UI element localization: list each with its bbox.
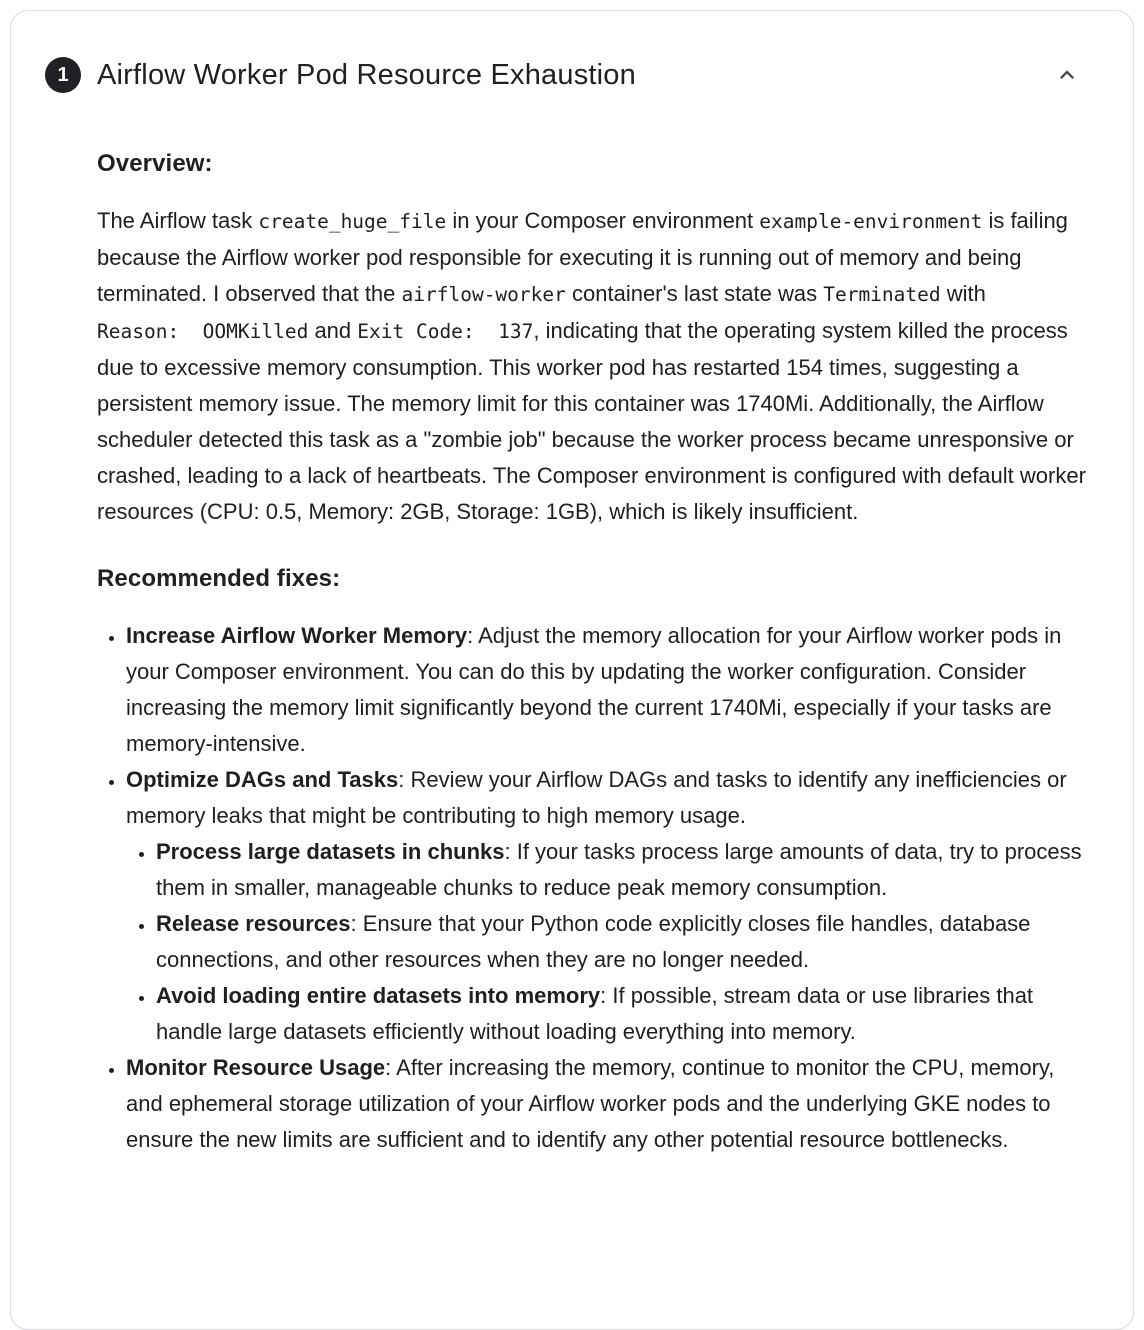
bold-text: Process large datasets in chunks	[156, 839, 505, 864]
collapse-button[interactable]	[1047, 55, 1087, 95]
text-run: with	[940, 281, 986, 306]
list-item	[126, 1050, 1097, 1158]
nested-list	[126, 834, 1097, 1050]
list-item	[156, 834, 1097, 906]
text-run: : After increasing the memory, continue to monitor the CPU, memory, and ephemeral storage utilization of your Airflow worker pods and the underlying GKE nodes to ensure the new limits are sufficient and to identify any other potential resource bottlenecks.	[126, 1055, 1055, 1152]
issue-number-badge: 1	[45, 57, 81, 93]
text-run: , indicating that the operating system killed the process due to excessive memory consumption. This worker pod has restarted 154 times, suggesting a persistent memory issue. The memory limit for this container was 1740Mi. Additionally, the Airflow scheduler detected this task as a "zombie job" because the worker process became unresponsive or crashed, leading to a lack of heartbeats. The Composer environment is configured with default worker resources (CPU: 0.5, Memory: 2GB, Storage: 1GB), which is likely insufficient.	[97, 318, 1086, 524]
list-item	[156, 906, 1097, 978]
text-run: is failing because the Airflow worker pod responsible for executing it is running out of memory and being terminated. I observed that the	[97, 208, 1068, 306]
text-run: : Adjust the memory allocation for your Airflow worker pods in your Composer environment. You can do this by updating the worker configuration. Consider increasing the memory limit significantly beyond the current 1740Mi, especially if your tasks are memory-intensive.	[126, 623, 1062, 756]
inline-code: Exit Code: 137	[357, 320, 534, 343]
text-run: The Airflow task	[97, 208, 259, 233]
issue-title: Airflow Worker Pod Resource Exhaustion	[97, 59, 636, 91]
overview-heading: Overview:	[97, 150, 213, 177]
bold-text: Avoid loading entire datasets into memory	[156, 983, 601, 1008]
bold-text: Optimize DAGs and Tasks	[126, 767, 399, 792]
inline-code: Reason: OOMKilled	[97, 320, 309, 343]
inline-code: create_huge_file	[258, 210, 447, 233]
text-run: container's last state was	[565, 281, 824, 306]
issue-card-header	[11, 11, 1133, 95]
overview-paragraph	[97, 203, 1097, 530]
text-run: : Review your Airflow DAGs and tasks to identify any inefficiencies or memory leaks that might be contributing to high memory usage.	[126, 767, 1067, 828]
text-run: and	[308, 318, 358, 343]
list-item	[126, 618, 1097, 762]
inline-code: airflow-worker	[401, 283, 566, 306]
list-item	[156, 978, 1097, 1050]
bold-text: Increase Airflow Worker Memory	[126, 623, 468, 648]
text-run: : Ensure that your Python code explicitly closes file handles, database connections, and other resources when they are no longer needed.	[156, 911, 1031, 972]
issue-card	[10, 10, 1134, 1330]
text-run: : If possible, stream data or use libraries that handle large datasets efficiently without loading everything into memory.	[156, 983, 1034, 1044]
issue-card-body	[11, 149, 1133, 1198]
fixes-heading: Recommended fixes:	[97, 565, 341, 592]
bold-text: Monitor Resource Usage	[126, 1055, 386, 1080]
list-item	[126, 762, 1097, 1050]
inline-code: Terminated	[823, 283, 941, 306]
chevron-up-icon	[1053, 61, 1081, 89]
text-run: in your Composer environment	[446, 208, 760, 233]
text-run: : If your tasks process large amounts of data, try to process them in smaller, manageable chunks to reduce peak memory consumption.	[156, 839, 1082, 900]
inline-code: example-environment	[759, 210, 983, 233]
fixes-list	[97, 618, 1097, 1158]
bold-text: Release resources	[156, 911, 351, 936]
